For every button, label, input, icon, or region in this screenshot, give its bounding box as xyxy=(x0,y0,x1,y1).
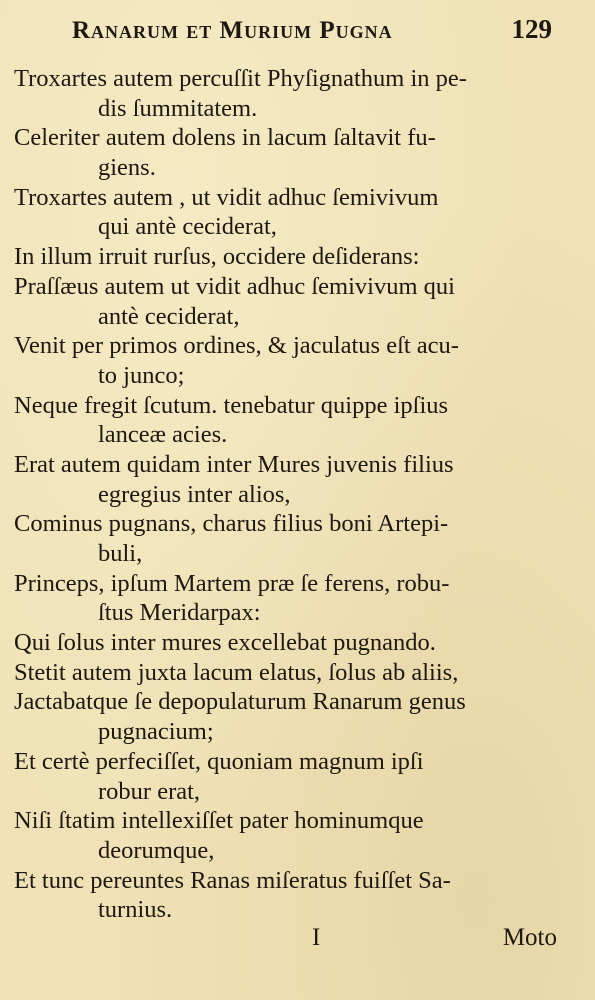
verse-12 xyxy=(14,658,554,688)
page-number: 129 xyxy=(511,14,552,44)
running-head xyxy=(72,14,552,46)
verse-line: Cominus pugnans, charus filius boni Artepi- xyxy=(14,510,449,538)
verse-line-continuation: buli, xyxy=(98,540,143,567)
verse-line-continuation: turnius. xyxy=(98,896,173,924)
verse-line: Troxartes autem percuſſit Phyſignathum in pe- xyxy=(14,65,467,92)
verse-1 xyxy=(14,64,554,123)
verse-line: Troxartes autem , ut vidit adhuc ſemivivum xyxy=(14,183,439,211)
verse-line-continuation: dis ſummitatem. xyxy=(98,94,258,122)
verse-8 xyxy=(14,450,554,509)
page-footer xyxy=(312,924,557,960)
verse-15 xyxy=(14,806,554,865)
verse-line: In illum irruit rurſus, occidere deſiderans: xyxy=(14,243,420,271)
verse-line: Niſi ſtatim intellexiſſet pater hominumque xyxy=(14,807,424,835)
verse-line: Stetit autem juxta lacum elatus, ſolus ab aliis, xyxy=(14,658,459,686)
verse-line: Neque fregit ſcutum. tenebatur quippe ipſius xyxy=(14,391,449,419)
verse-line-continuation: to junco; xyxy=(98,361,185,389)
verse-6 xyxy=(14,331,554,390)
verse-line-continuation: egregius inter alios, xyxy=(98,480,291,508)
running-title: Ranarum et Murium Pugna xyxy=(72,17,393,44)
verse-11 xyxy=(14,628,554,658)
verse-16 xyxy=(14,866,554,925)
verse-4 xyxy=(14,242,554,272)
verse-13 xyxy=(14,687,554,746)
verse-line: Praſſæus autem ut vidit adhuc ſemivivum qui xyxy=(14,272,455,300)
verse-3 xyxy=(14,183,554,242)
verse-line-continuation: giens. xyxy=(98,154,156,182)
verse-line-continuation: lanceæ acies. xyxy=(98,421,228,449)
verse-line-continuation: ſtus Meridarpax: xyxy=(98,599,261,627)
verse-line-continuation: deorumque, xyxy=(98,836,215,864)
verse-line: Qui ſolus inter mures excellebat pugnando. xyxy=(14,629,436,657)
verse-line-continuation: antè ceciderat, xyxy=(98,302,240,330)
verse-line: Venit per primos ordines, & jaculatus eſt acu- xyxy=(14,332,459,360)
verse-line: Erat autem quidam inter Mures juvenis filius xyxy=(14,450,454,478)
verse-10 xyxy=(14,569,554,628)
verse-line: Et certè perfeciſſet, quoniam magnum ipſi xyxy=(14,747,424,775)
verse-9 xyxy=(14,509,554,568)
verse-line: Jactabatque ſe depopulaturum Ranarum genus xyxy=(14,688,466,716)
signature-mark: I xyxy=(312,924,321,951)
verse-2 xyxy=(14,123,554,182)
verse-line-continuation: pugnacium; xyxy=(98,718,214,746)
verse-line-continuation: robur erat, xyxy=(98,777,201,805)
verse-line-continuation: qui antè ceciderat, xyxy=(98,213,277,241)
verse-line: Celeriter autem dolens in lacum ſaltavit fu- xyxy=(14,124,436,152)
verse-line: Princeps, ipſum Martem præ ſe ferens, robu- xyxy=(14,569,450,597)
verse-text xyxy=(14,64,554,925)
catchword: Moto xyxy=(502,924,557,951)
verse-7 xyxy=(14,391,554,450)
verse-line: Et tunc pereuntes Ranas miſeratus fuiſſet Sa- xyxy=(14,866,451,894)
verse-14 xyxy=(14,747,554,806)
verse-5 xyxy=(14,272,554,331)
